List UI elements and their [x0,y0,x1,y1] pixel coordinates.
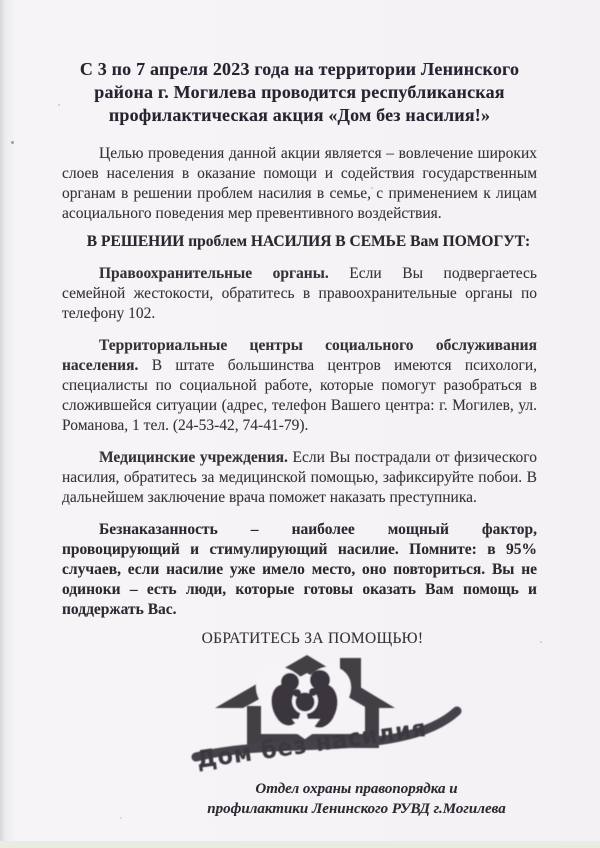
section-law-enforcement-body: Если Вы подвергаетесь семейной жестокости, обратитесь в правоохранительные органы по телефону 102. [62,265,538,322]
footer-line-2: профилактики Ленинского РУВД г.Могилева [207,801,506,817]
section-social-centers-body: В штате большинства центров имеются психологи, специалисты по социальной работе, которые помогут разобраться в сложившейся ситуации (адрес, телефон Вашего центра: г. Могилев, ул. Романова, 1 тел. (24-53-42, 74-41-79). [62,357,538,434]
title-line-1: С 3 по 7 апреля 2023 года на территории Ленинского [79,59,520,79]
footer-line-1: Отдел охраны правопорядка и [255,781,458,797]
cta-line: ОБРАТИТЕСЬ ЗА ПОМОЩЬЮ! [201,630,424,647]
logo-graphic [190,651,480,773]
section-law-enforcement [62,264,537,324]
section-medical [62,448,537,508]
scanner-edge [0,841,600,848]
footer-signature [119,779,594,819]
warning-paragraph: Безнаказанность – наиболее мощный фактор, провоцирующий и стимулирующий насилие. Помните: в 95% случаев, если насилие уже имело место, оно повториться. Вы не одиноки – есть люди, которые готовы оказать Вам помощь и поддержать Вас. [62,521,537,618]
parent-head-icon [281,673,299,691]
section-medical-lead: Медицинские учреждения. [99,449,288,466]
parent-head-icon [310,670,330,690]
logo-text: Дом без насилия [194,711,447,773]
title-line-2: района г. Могилева проводится республиканская [94,82,505,102]
document-title [62,58,537,127]
child-ear-icon [293,689,301,697]
section-social-centers [62,336,537,436]
child-ear-icon [309,688,317,696]
section-medical-body: Если Вы пострадали от физического насилия, обратитесь за медицинской помощью, зафиксируйте побои. В дальнейшем заключение врача поможет наказать преступника. [62,449,538,506]
title-line-3: профилактическая акция «Дом без насилия!» [108,105,491,125]
section-law-enforcement-lead: Правоохранительные органы. [99,265,329,282]
help-heading: В РЕШЕНИИ проблем НАСИЛИЯ В СЕМЬЕ Вам ПОМОГУТ: [86,233,531,250]
logo-home-without-violence [190,651,480,773]
section-social-centers-lead: Территориальные центры социального обслуживания населения. [62,337,537,374]
intro-paragraph: Целью проведения данной акции является – вовлечение широких слоев населения в оказание помощи и содействия государственным органам в решении проблем насилия в семье, с применением к лицам асоциального поведения мер превентивного воздействия. [62,145,537,222]
